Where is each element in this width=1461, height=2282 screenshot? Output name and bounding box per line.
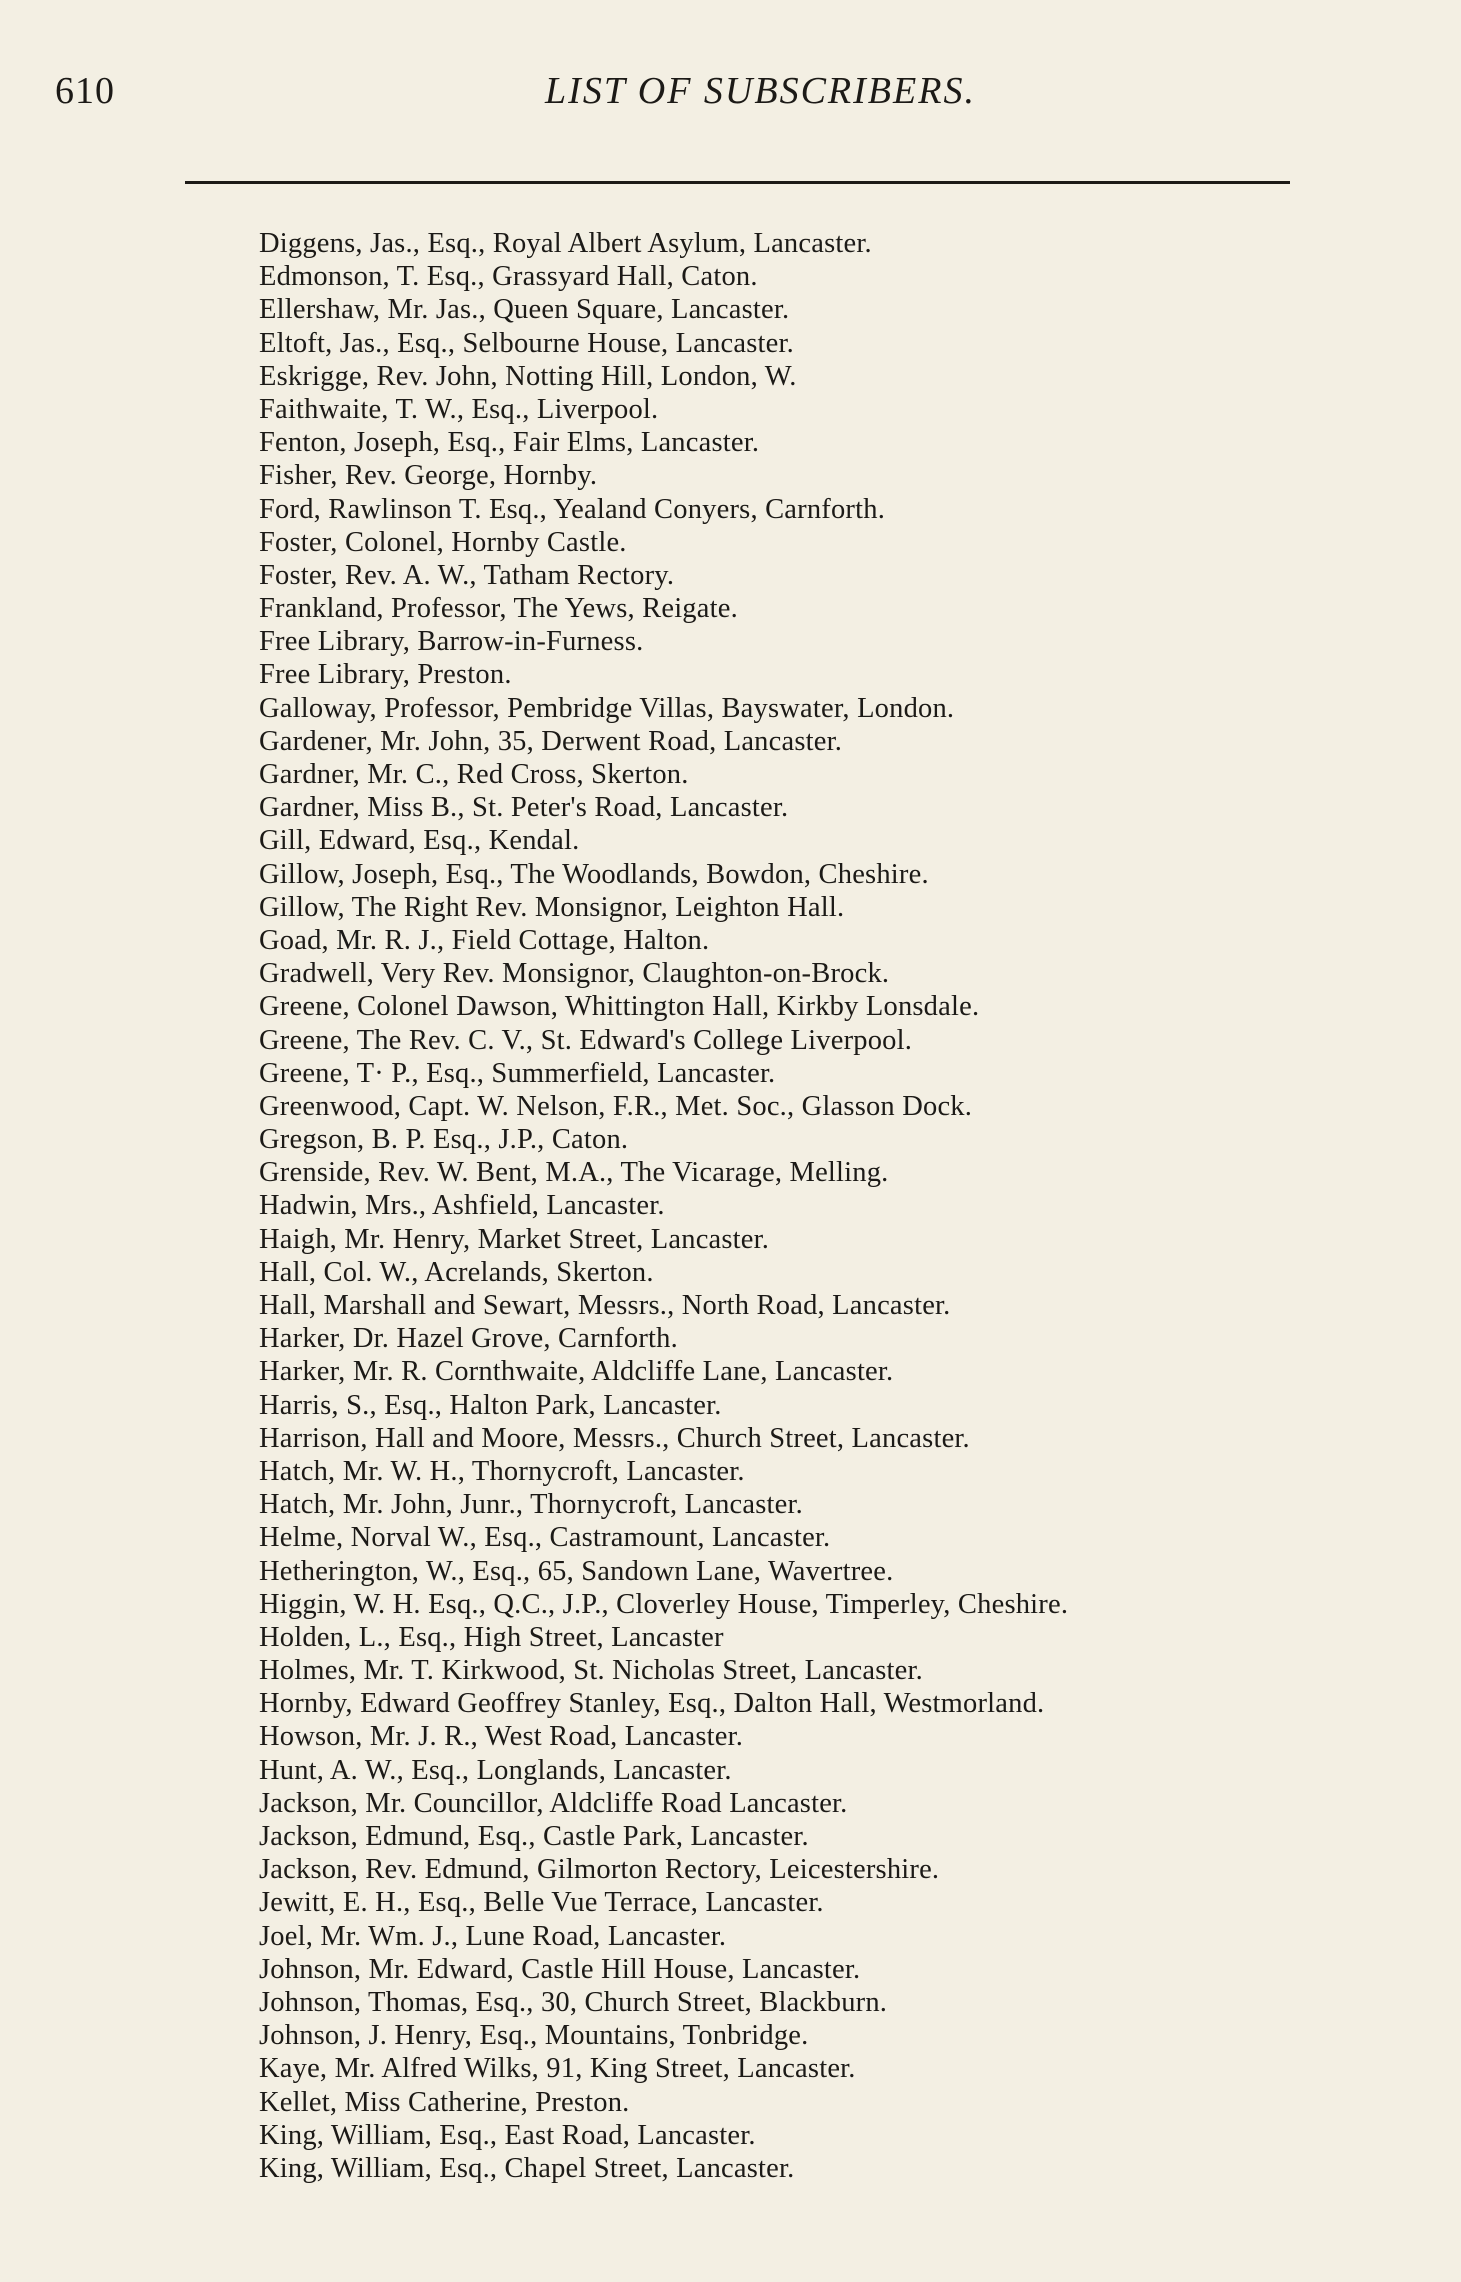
list-item: Foster, Rev. A. W., Tatham Rectory.	[259, 559, 675, 591]
list-item: King, William, Esq., Chapel Street, Lancaster.	[259, 2152, 795, 2184]
list-item: Gradwell, Very Rev. Monsignor, Claughton-on-Brock.	[259, 958, 890, 990]
list-item: Hadwin, Mrs., Ashfield, Lancaster.	[259, 1190, 665, 1222]
list-item: Jackson, Edmund, Esq., Castle Park, Lancaster.	[259, 1821, 809, 1852]
list-item: Kellet, Miss Catherine, Preston.	[259, 2086, 630, 2118]
list-item: Harris, S., Esq., Halton Park, Lancaster.	[259, 1389, 722, 1421]
list-item: Gillow, Joseph, Esq., The Woodlands, Bowdon, Cheshire.	[259, 858, 929, 890]
list-item: Hunt, A. W., Esq., Longlands, Lancaster.	[259, 1754, 732, 1786]
page-number: 610	[55, 70, 115, 112]
list-item: Hall, Marshall and Sewart, Messrs., North Road, Lancaster.	[259, 1290, 951, 1321]
list-item: Gill, Edward, Esq., Kendal.	[259, 825, 580, 857]
list-item: Frankland, Professor, The Yews, Reigate.	[259, 593, 738, 625]
header-rule	[185, 181, 1290, 184]
list-item: Higgin, W. H. Esq., Q.C., J.P., Cloverley House, Timperley, Cheshire.	[259, 1588, 1069, 1620]
list-item: Gardner, Miss B., St. Peter's Road, Lancaster.	[259, 792, 789, 824]
list-item: Hall, Col. W., Acrelands, Skerton.	[259, 1256, 654, 1288]
list-item: Johnson, Thomas, Esq., 30, Church Street, Blackburn.	[259, 1986, 888, 2018]
list-item: Joel, Mr. Wm. J., Lune Road, Lancaster.	[259, 1920, 727, 1952]
list-item: Goad, Mr. R. J., Field Cottage, Halton.	[259, 924, 710, 956]
list-item: Edmonson, T. Esq., Grassyard Hall, Caton.	[259, 261, 758, 293]
list-item: Eskrigge, Rev. John, Notting Hill, London, W.	[259, 360, 797, 392]
list-item: King, William, Esq., East Road, Lancaster.	[259, 2119, 756, 2151]
list-item: Holden, L., Esq., High Street, Lancaster	[259, 1621, 724, 1653]
list-item: Foster, Colonel, Hornby Castle.	[259, 526, 627, 558]
list-item: Greene, T· P., Esq., Summerfield, Lancaster.	[259, 1057, 776, 1089]
list-item: Gardener, Mr. John, 35, Derwent Road, Lancaster.	[259, 725, 843, 757]
list-item: Holmes, Mr. T. Kirkwood, St. Nicholas Street, Lancaster.	[259, 1655, 923, 1687]
list-item: Grenside, Rev. W. Bent, M.A., The Vicarage, Melling.	[259, 1157, 889, 1189]
list-item: Haigh, Mr. Henry, Market Street, Lancaster.	[259, 1223, 770, 1255]
list-item: Faithwaite, T. W., Esq., Liverpool.	[259, 393, 659, 425]
list-item: Free Library, Preston.	[259, 659, 512, 691]
list-item: Hornby, Edward Geoffrey Stanley, Esq., Dalton Hall, Westmorland.	[259, 1688, 1045, 1720]
list-item: Eltoft, Jas., Esq., Selbourne House, Lancaster.	[259, 327, 794, 359]
list-item: Jackson, Rev. Edmund, Gilmorton Rectory, Leicestershire.	[259, 1854, 940, 1886]
list-item: Helme, Norval W., Esq., Castramount, Lancaster.	[259, 1522, 831, 1554]
list-item: Fisher, Rev. George, Hornby.	[259, 460, 598, 492]
list-item: Gardner, Mr. C., Red Cross, Skerton.	[259, 759, 689, 790]
subscriber-list	[259, 227, 1409, 2185]
list-item: Greene, The Rev. C. V., St. Edward's College Liverpool.	[259, 1024, 913, 1056]
list-item: Fenton, Joseph, Esq., Fair Elms, Lancaster.	[259, 427, 760, 459]
list-item: Johnson, J. Henry, Esq., Mountains, Tonbridge.	[259, 2020, 809, 2052]
list-item: Harker, Dr. Hazel Grove, Carnforth.	[259, 1323, 678, 1355]
list-item: Free Library, Barrow-in-Furness.	[259, 626, 644, 658]
list-item: Howson, Mr. J. R., West Road, Lancaster.	[259, 1721, 744, 1753]
list-item: Galloway, Professor, Pembridge Villas, Bayswater, London.	[259, 692, 955, 724]
list-item: Gregson, B. P. Esq., J.P., Caton.	[259, 1124, 629, 1156]
list-item: Jackson, Mr. Councillor, Aldcliffe Road Lancaster.	[259, 1787, 848, 1819]
list-item: Harker, Mr. R. Cornthwaite, Aldcliffe Lane, Lancaster.	[259, 1356, 894, 1388]
list-item: Harrison, Hall and Moore, Messrs., Church Street, Lancaster.	[259, 1422, 970, 1454]
list-item: Gillow, The Right Rev. Monsignor, Leighton Hall.	[259, 891, 845, 923]
list-item: Hatch, Mr. John, Junr., Thornycroft, Lancaster.	[259, 1489, 803, 1521]
page-title: LIST OF SUBSCRIBERS.	[545, 70, 976, 112]
list-item: Jewitt, E. H., Esq., Belle Vue Terrace, Lancaster.	[259, 1887, 824, 1919]
list-item: Greene, Colonel Dawson, Whittington Hall, Kirkby Lonsdale.	[259, 991, 980, 1023]
list-item: Ford, Rawlinson T. Esq., Yealand Conyers, Carnforth.	[259, 493, 886, 525]
list-item: Kaye, Mr. Alfred Wilks, 91, King Street, Lancaster.	[259, 2053, 856, 2085]
list-item: Hatch, Mr. W. H., Thornycroft, Lancaster.	[259, 1455, 745, 1487]
list-item: Johnson, Mr. Edward, Castle Hill House, Lancaster.	[259, 1953, 861, 1985]
list-item: Ellershaw, Mr. Jas., Queen Square, Lancaster.	[259, 294, 790, 326]
list-item: Hetherington, W., Esq., 65, Sandown Lane, Wavertree.	[259, 1555, 894, 1587]
list-item: Diggens, Jas., Esq., Royal Albert Asylum, Lancaster.	[259, 228, 872, 259]
list-item: Greenwood, Capt. W. Nelson, F.R., Met. Soc., Glasson Dock.	[259, 1090, 973, 1122]
